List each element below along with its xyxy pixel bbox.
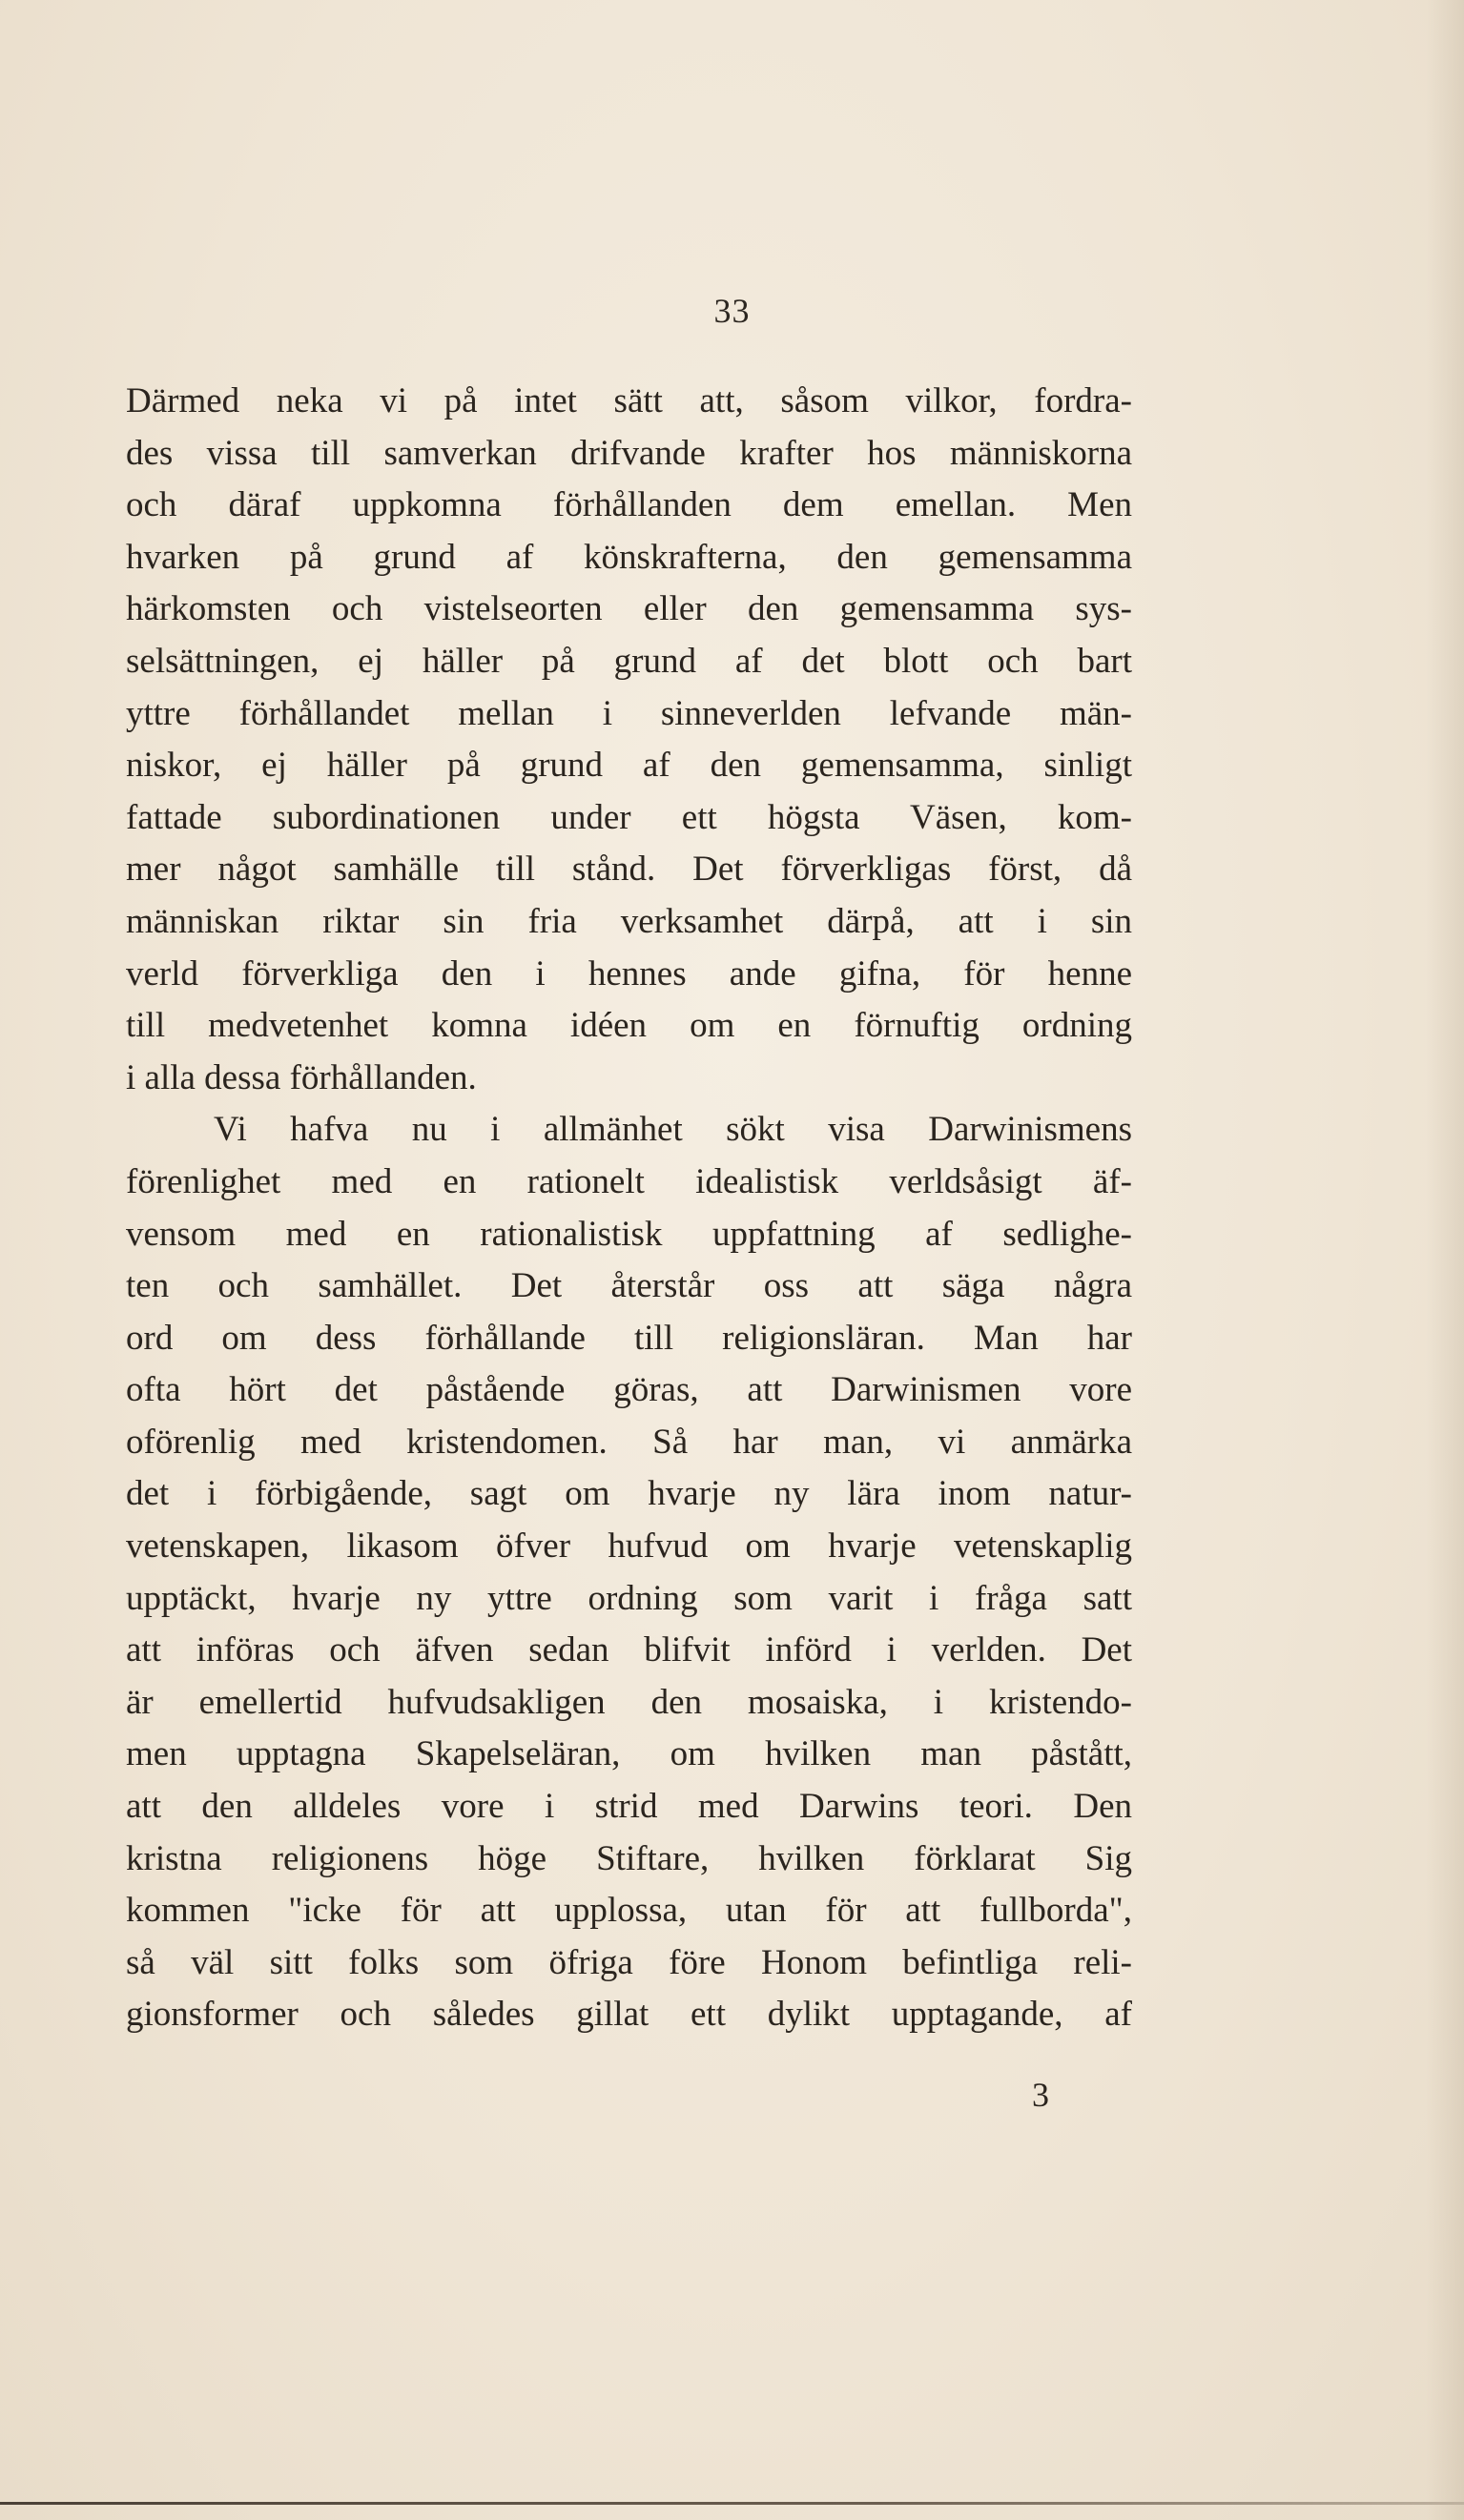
text-line: fattade subordinationen under ett högsta Väsen, kom- (126, 797, 1132, 837)
text-line: till medvetenhet komna idéen om en förnuftig ordning (126, 1006, 1132, 1046)
text-line: att införas och äfven sedan blifvit införd i verlden. Det (126, 1630, 1132, 1670)
text-line: men upptagna Skapelseläran, om hvilken man påstått, (126, 1734, 1132, 1774)
text-line: i alla dessa förhållanden. (126, 1057, 477, 1097)
bottom-rule (0, 2502, 1464, 2505)
text-line: yttre förhållandet mellan i sinneverlden lefvande män- (126, 693, 1132, 733)
text-line: gionsformer och således gillat ett dylikt upptagande, af (126, 1995, 1132, 2035)
text-line: härkomsten och vistelseorten eller den gemensamma sys- (126, 589, 1132, 629)
text-line: oförenlig med kristendomen. Så har man, vi anmärka (126, 1422, 1132, 1462)
text-line: selsättningen, ej häller på grund af det blott och bart (126, 641, 1132, 681)
text-line: Därmed neka vi på intet sätt att, såsom vilkor, fordra- (126, 381, 1132, 420)
text-line: så väl sitt folks som öfriga före Honom befintliga reli- (126, 1942, 1132, 1982)
text-line: det i förbigående, sagt om hvarje ny lära inom natur- (126, 1474, 1132, 1514)
signature-mark: 3 (1032, 2076, 1049, 2114)
text-line: ten och samhället. Det återstår oss att säga några (126, 1266, 1132, 1306)
page-edge-shadow (1426, 0, 1464, 2520)
text-line: kommen "icke för att upplossa, utan för att fullborda", (126, 1891, 1132, 1931)
text-line: kristna religionens höge Stiftare, hvilken förklarat Sig (126, 1838, 1132, 1878)
text-line: verld förverkliga den i hennes ande gifna, för henne (126, 953, 1132, 994)
text-line: människan riktar sin fria verksamhet därpå, att i sin (126, 901, 1132, 941)
text-line: vetenskapen, likasom öfver hufvud om hvarje vetenskaplig (126, 1526, 1132, 1567)
body-text (126, 376, 1132, 2041)
text-line: mer något samhälle till stånd. Det förverkligas först, då (126, 850, 1132, 890)
text-line: förenlighet med en rationelt idealistisk verldsåsigt äf- (126, 1161, 1132, 1201)
text-line: Vi hafva nu i allmänhet sökt visa Darwinismens (214, 1110, 1132, 1150)
text-line: ord om dess förhållande till religionsläran. Man har (126, 1318, 1132, 1358)
text-line: des vissa till samverkan drifvande krafter hos människorna (126, 433, 1132, 473)
page-number: 33 (713, 292, 751, 330)
text-line: att den alldeles vore i strid med Darwins teori. Den (126, 1787, 1132, 1827)
text-line: upptäckt, hvarje ny yttre ordning som varit i fråga satt (126, 1578, 1132, 1618)
text-line: och däraf uppkomna förhållanden dem emellan. Men (126, 485, 1132, 525)
text-line: niskor, ej häller på grund af den gemensamma, sinligt (126, 746, 1132, 786)
text-line: är emellertid hufvudsakligen den mosaiska, i kristendo- (126, 1682, 1132, 1722)
text-line: hvarken på grund af könskrafterna, den gemensamma (126, 537, 1132, 577)
text-line: vensom med en rationalistisk uppfattning af sedlighe- (126, 1214, 1132, 1254)
text-line: ofta hört det påstående göras, att Darwinismen vore (126, 1370, 1132, 1410)
